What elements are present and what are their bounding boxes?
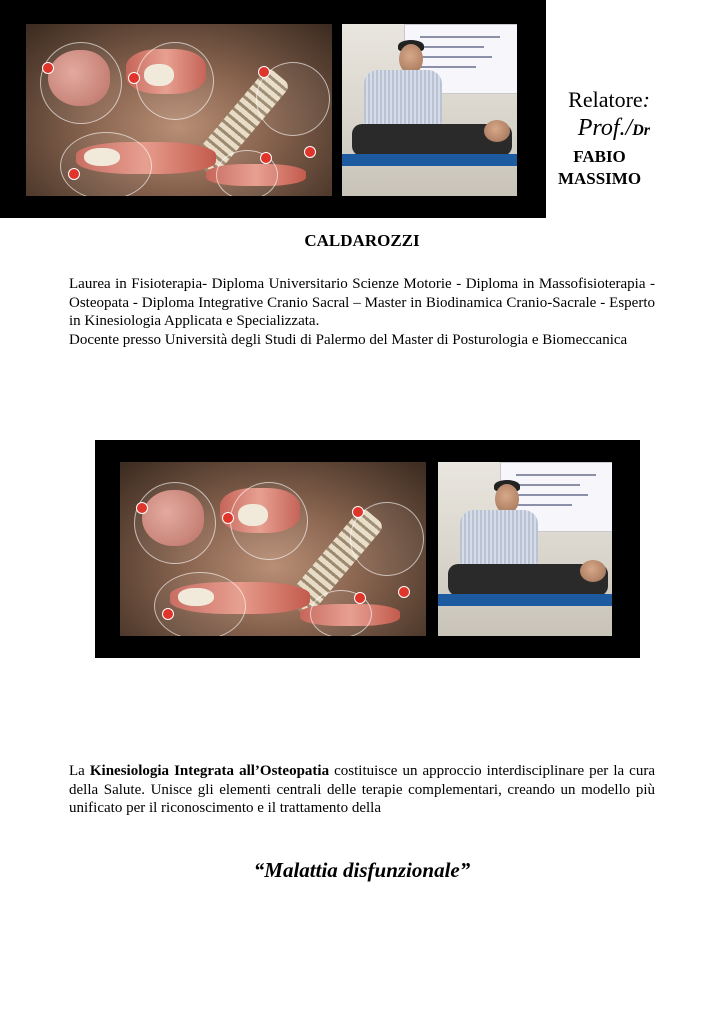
speaker-block	[549, 86, 650, 190]
speaker-label: Relatore:	[568, 87, 650, 112]
bio-teaching: Docente presso Università degli Studi di Palermo del Master di Posturologia e Biomeccanica	[69, 331, 628, 348]
speaker-middle-name: MASSIMO	[557, 169, 642, 188]
photo-collage	[95, 440, 640, 658]
bio-qualifications: Laurea in Fisioterapia- Diploma Universitario Scienze Motorie - Diploma in Massofisioterapia - Osteopata - Diploma Integrative Cranio Sacral – Master in Biodinamica Cranio-Sacrale - Esperto in Kinesiologia Applicata e Specializzata.	[69, 276, 655, 329]
anatomy-illustration-2	[120, 462, 426, 636]
speaker-first-name: FABIO	[573, 147, 626, 166]
anatomy-illustration	[26, 24, 332, 196]
intro-paragraph: La Kinesiologia Integrata all’Osteopatia costituisce un approccio interdisciplinare per la cura della Salute. Unisce gli elementi centrali delle terapie complementari, creando un modello più unificato per il riconoscimento e il trattamento della	[69, 763, 655, 816]
intro-highlight: Kinesiologia Integrata all’Osteopatia	[89, 763, 330, 779]
top-photo-banner	[0, 0, 546, 218]
treatment-photo-2	[438, 462, 612, 636]
speaker-last-name: CALDAROZZI	[304, 231, 420, 250]
treatment-photo	[342, 24, 517, 196]
closing-quote: “Malattia disfunzionale”	[253, 858, 471, 882]
speaker-title: Prof./Dr	[577, 115, 650, 141]
speaker-bio	[69, 275, 655, 349]
